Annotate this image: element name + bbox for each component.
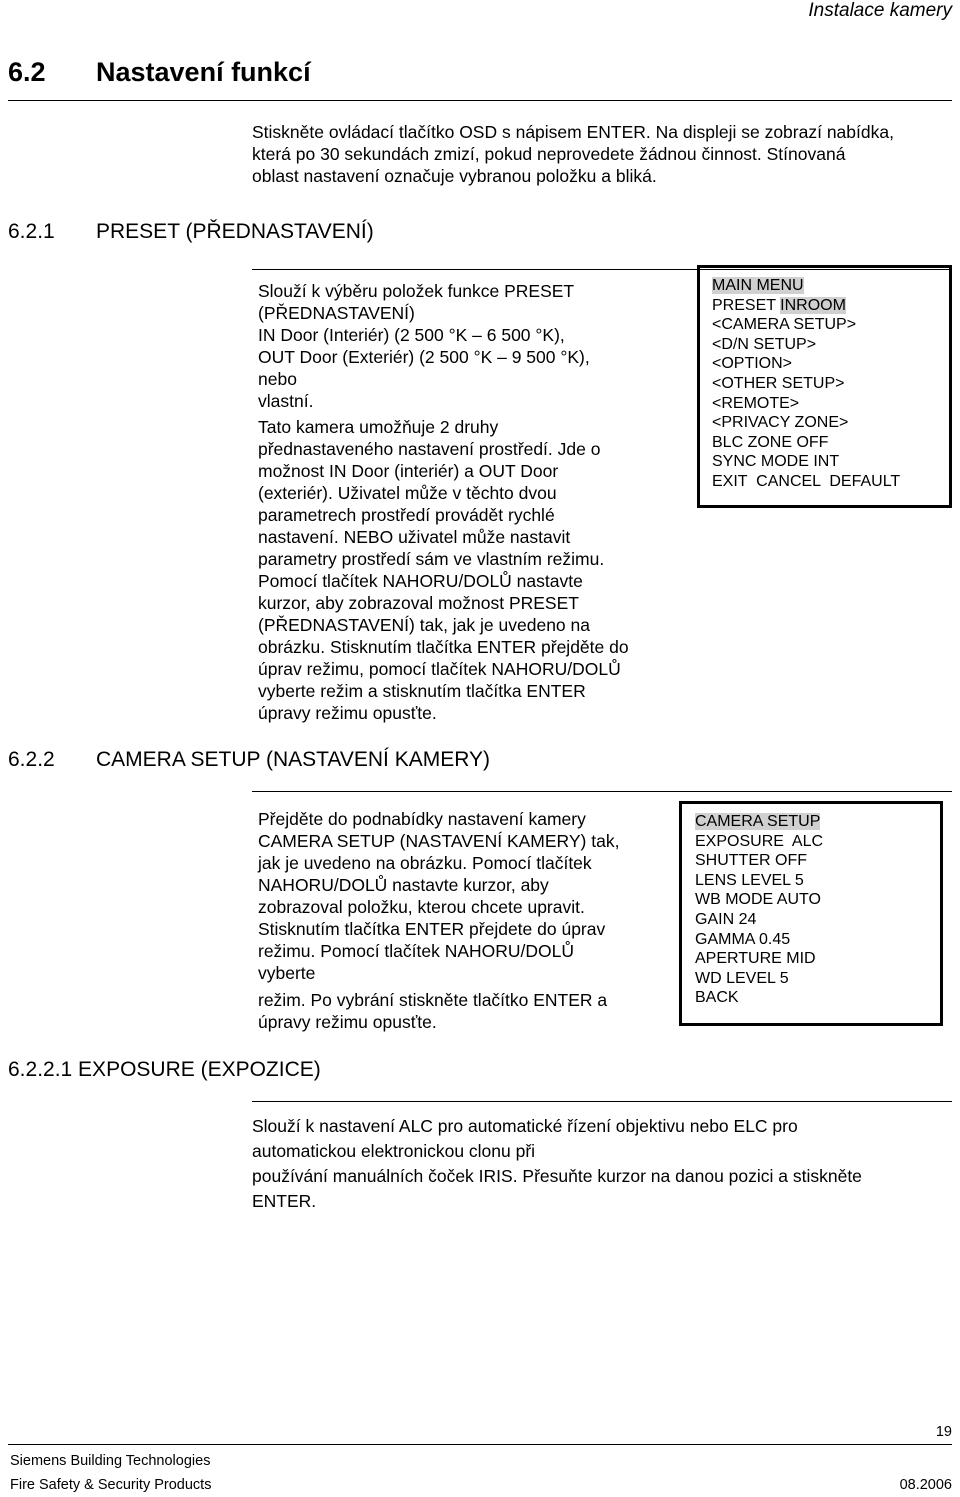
preset-line: kurzor, aby zobrazoval možnost PRESET — [258, 593, 579, 613]
camera-setup-line: Stisknutím tlačítka ENTER přejdete do úprav — [258, 919, 606, 939]
exposure-line: ENTER. — [252, 1191, 317, 1211]
camera-setup-rule — [252, 791, 952, 792]
camera-setup-heading-number: 6.2.2 — [8, 748, 55, 771]
camera-setup-line: vyberte — [258, 963, 316, 983]
camera-menu-title: CAMERA SETUP — [695, 813, 821, 830]
intro-paragraph — [252, 121, 894, 187]
camera-menu-item: BACK — [695, 989, 739, 1007]
preset-line: parametry prostředí sám ve vlastním režimu. — [258, 549, 605, 569]
exposure-line: automatickou elektronickou clonu při — [252, 1141, 536, 1161]
camera-menu-item: LENS LEVEL 5 — [695, 871, 804, 889]
menu-item: <REMOTE> — [712, 394, 800, 412]
camera-setup-line: jak je uvedeno na obrázku. Pomocí tlačítek — [258, 853, 592, 873]
camera-setup-paragraph-2 — [258, 989, 607, 1033]
exposure-paragraph — [252, 1114, 862, 1214]
camera-setup-osd — [679, 801, 943, 1026]
preset-line: Tato kamera umožňuje 2 druhy — [258, 417, 499, 437]
menu-item: <CAMERA SETUP> — [712, 316, 857, 334]
running-header: Instalace kamery — [808, 0, 952, 21]
footer-date: 08.2006 — [899, 1477, 952, 1493]
preset-line: nastavení. NEBO uživatel může nastavit — [258, 527, 571, 547]
camera-setup-paragraph-1 — [258, 808, 619, 984]
section-number: 6.2 — [8, 57, 46, 87]
footer-company: Siemens Building Technologies — [10, 1453, 211, 1469]
menu-item: <OTHER SETUP> — [712, 374, 845, 392]
footer-rule — [8, 1444, 952, 1445]
camera-menu-item: WD LEVEL 5 — [695, 969, 789, 987]
intro-line: která po 30 sekundách zmizí, pokud neprovedete žádnou činnost. Stínovaná — [252, 144, 846, 164]
camera-setup-line: NAHORU/DOLŮ nastavte kurzor, aby — [258, 875, 549, 895]
camera-setup-line: režimu. Pomocí tlačítek NAHORU/DOLŮ — [258, 941, 575, 961]
camera-setup-line: režim. Po vybrání stiskněte tlačítko ENTER a — [258, 990, 608, 1010]
preset-line: přednastaveného nastavení prostředí. Jde o — [258, 439, 601, 459]
preset-line: (exteriér). Uživatel může v těchto dvou — [258, 483, 557, 503]
preset-heading-title: PRESET (PŘEDNASTAVENÍ) — [96, 220, 374, 243]
menu-item: <D/N SETUP> — [712, 335, 817, 353]
menu-item: SYNC MODE INT — [712, 453, 840, 471]
menu-preset-value: INROOM — [780, 296, 846, 314]
camera-setup-line: úpravy režimu opusťte. — [258, 1012, 437, 1032]
intro-line: Stiskněte ovládací tlačítko OSD s nápisem ENTER. Na displeji se zobrazí nabídka, — [252, 122, 894, 142]
section-title — [8, 57, 311, 88]
intro-line: oblast nastavení označuje vybranou položku a bliká. — [252, 166, 657, 186]
preset-line: vlastní. — [258, 391, 314, 411]
exposure-heading: 6.2.2.1 EXPOSURE (EXPOZICE) — [8, 1058, 321, 1081]
menu-item: <OPTION> — [712, 355, 793, 373]
section-title-text: Nastavení funkcí — [96, 57, 311, 87]
preset-line: obrázku. Stisknutím tlačítka ENTER přejděte do — [258, 637, 629, 657]
camera-setup-heading-title: CAMERA SETUP (NASTAVENÍ KAMERY) — [96, 748, 491, 771]
preset-heading-number: 6.2.1 — [8, 220, 55, 243]
preset-line: parametrech prostředí provádět rychlé — [258, 505, 555, 525]
preset-line: (PŘEDNASTAVENÍ) — [258, 303, 415, 323]
camera-menu-item: EXPOSURE ALC — [695, 832, 824, 850]
preset-line: nebo — [258, 369, 297, 389]
footer-division: Fire Safety & Security Products — [10, 1477, 212, 1493]
camera-setup-line: Přejděte do podnabídky nastavení kamery — [258, 809, 586, 829]
preset-line: OUT Door (Exteriér) (2 500 °K – 9 500 °K), — [258, 347, 590, 367]
camera-setup-line: zobrazoval položku, kterou chcete upravit. — [258, 897, 585, 917]
preset-line: Slouží k výběru položek funkce PRESET — [258, 281, 575, 301]
exposure-rule — [252, 1101, 952, 1102]
camera-setup-heading — [8, 748, 490, 772]
menu-item: <PRIVACY ZONE> — [712, 414, 849, 432]
camera-menu-item: GAMMA 0.45 — [695, 930, 791, 948]
preset-heading — [8, 220, 374, 244]
preset-line: úpravy režimu opusťte. — [258, 703, 437, 723]
preset-paragraph-1 — [258, 280, 590, 412]
menu-title: MAIN MENU — [712, 277, 804, 294]
camera-menu-item: APERTURE MID — [695, 950, 816, 968]
preset-line: možnost IN Door (interiér) a OUT Door — [258, 461, 559, 481]
camera-menu-item: WB MODE AUTO — [695, 891, 821, 909]
preset-line: (PŘEDNASTAVENÍ) tak, jak je uvedeno na — [258, 615, 590, 635]
exposure-line: používání manuálních čoček IRIS. Přesuňte kurzor na danou pozici a stiskněte — [252, 1166, 862, 1186]
preset-paragraph-2 — [258, 416, 629, 724]
section-rule — [8, 100, 952, 101]
menu-preset-label: PRESET — [712, 296, 781, 314]
camera-menu-item: SHUTTER OFF — [695, 852, 807, 870]
preset-line: úprav režimu, pomocí tlačítek NAHORU/DOLŮ — [258, 659, 621, 679]
menu-item: BLC ZONE OFF — [712, 433, 829, 451]
preset-line: IN Door (Interiér) (2 500 °K – 6 500 °K), — [258, 325, 565, 345]
camera-setup-line: CAMERA SETUP (NASTAVENÍ KAMERY) tak, — [258, 831, 620, 851]
main-menu-osd — [697, 265, 952, 508]
camera-menu-item: GAIN 24 — [695, 910, 757, 928]
menu-item: EXIT CANCEL DEFAULT — [712, 472, 901, 490]
preset-line: vyberte režim a stisknutím tlačítka ENTER — [258, 681, 586, 701]
preset-line: Pomocí tlačítek NAHORU/DOLŮ nastavte — [258, 571, 583, 591]
page-number: 19 — [935, 1424, 952, 1440]
exposure-line: Slouží k nastavení ALC pro automatické řízení objektivu nebo ELC pro — [252, 1116, 798, 1136]
